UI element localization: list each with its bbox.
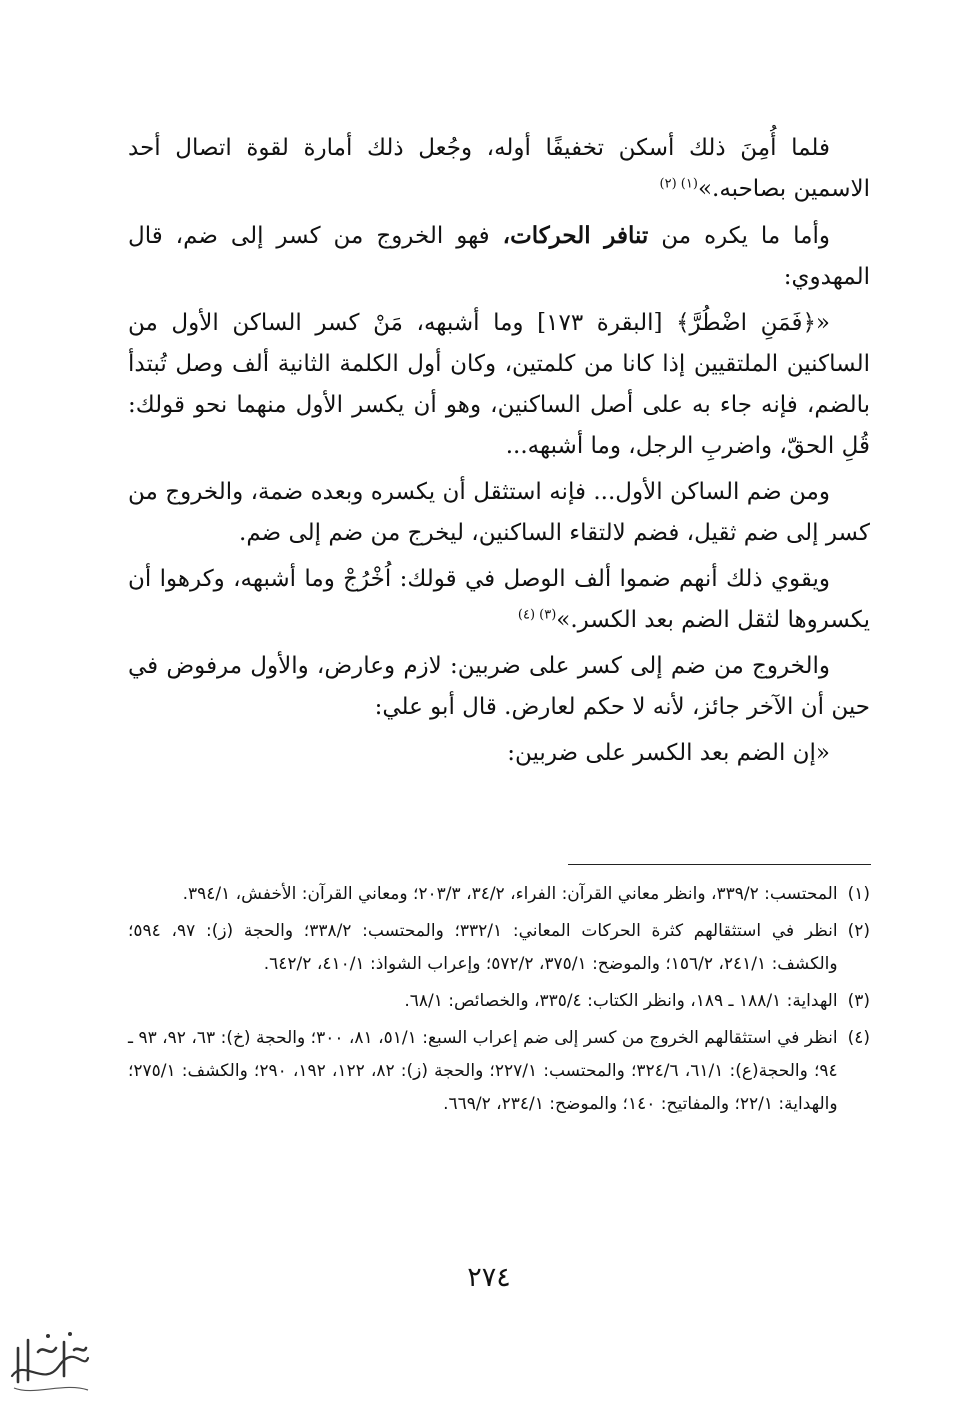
- paragraph: [128, 646, 870, 728]
- paragraph: [128, 303, 870, 467]
- text-run: فلما أُمِنَ ذلك أسكن تخفيفًا أوله، وجُعل ذلك أمارة لقوة اتصال أحد الاسمين بصاحبه.»: [128, 135, 870, 202]
- text-run: فهو الخروج من كسر إلى ضم، قال المهدوي:: [128, 223, 870, 290]
- paragraph: [128, 733, 870, 774]
- bold-term: تنافر الحركات،: [502, 222, 649, 249]
- text-run: ويقوي ذلك أنهم ضموا ألف الوصل في قولك: اُخْرُجْ وما أشبهه، وكرهوا أن يكسروها لثقل الضم بعد الكسر.»: [128, 566, 870, 633]
- footnote-number: (٤): [847, 1028, 870, 1048]
- footnote: [128, 878, 870, 911]
- paragraph: [128, 559, 870, 641]
- footnote-text: انظر في استثقالهم كثرة الحركات المعاني: ٣٣٢/١؛ والمحتسب: ٣٣٨/٢؛ والحجة (ز): ٩٧، ٥٩٤؛ والكشف: ٢٤١/١، ١٥٦/٢؛ والموضح: ٣٧٥/١، ٥٧٢/٢؛ وإعراب الشواذ: ٤١٠/١، ٦٤٢/٢.: [128, 921, 838, 974]
- main-text: [128, 128, 870, 774]
- footnote-number: (١): [847, 884, 870, 904]
- footnote: [128, 915, 870, 981]
- text-run: «إن الضم بعد الكسر على ضربين:: [507, 740, 830, 766]
- paragraph: [128, 128, 870, 210]
- footnote-number: (٣): [847, 991, 870, 1011]
- footnote: [128, 1022, 870, 1121]
- paragraph: [128, 215, 870, 298]
- footnote-text: الهداية: ١٨٨/١ ـ ١٨٩، وانظر الكتاب: ٣٣٥/٤، والخصائص: ٦٨/١.: [404, 991, 838, 1011]
- footnotes-section: [128, 878, 870, 1125]
- footnote-ref: (١) (٢): [659, 176, 698, 192]
- footnote-text: انظر في استثقالهم الخروج من كسر إلى ضم إعراب السبع: ٥١/١، ٨١، ٣٠٠؛ والحجة (خ): ٦٣، ٩٢، ٩٣ ـ ٩٤؛ والحجة(ع): ٦١/١، ٣٢٤/٦؛ والمحتسب: ٢٢٧/١؛ والحجة (ز): ٨٢، ١٢٢، ١٩٢، ٢٩٠؛ والكشف: ٢٧٥/١؛ والهداية: ٢٢/١؛ والمفاتيح: ١٤٠؛ والموضح: ٢٣٤/١، ٦٦٩/٢.: [128, 1028, 838, 1114]
- page-number: ٢٧٤: [467, 1262, 511, 1293]
- footnote-ref: (٣) (٤): [517, 607, 557, 623]
- footnote-text: المحتسب: ٣٣٩/٢، وانظر معاني القرآن: الفراء، ٣٤/٢، ٢٠٣/٣؛ ومعاني القرآن: الأخفش، ٣٩٤/١.: [182, 884, 838, 904]
- text-run: ومن ضم الساكن الأول... فإنه استثقل أن يكسره وبعده ضمة، والخروج من كسر إلى ضم ثقيل، فضم لالتقاء الساكنين، ليخرج من ضم إلى ضم.: [128, 479, 870, 546]
- footnote-separator: [568, 864, 871, 865]
- text-run: وأما ما يكره من: [648, 223, 830, 249]
- paragraph: [128, 472, 870, 554]
- footnote: [128, 985, 870, 1018]
- text-run: «﴿فَمَنِ اضْطُرَّ﴾ [البقرة ١٧٣] وما أشبهه، مَنْ كسر الساكن الأول من الساكنين الملتقيين إذا كانا من كلمتين، وكان أول الكلمة الثانية ألف وصل تُبتدأ بالضم، فإنه جاء به على أصل الساكنين، وهو أن يكسر الأول منهما نحو قولك: قُلِ الحقّ، واضربِ الرجل، وما أشبهه...: [128, 310, 870, 459]
- watermark-stamp-logo: [4, 1318, 94, 1408]
- footnote-number: (٢): [847, 921, 870, 941]
- text-run: والخروج من ضم إلى كسر على ضربين: لازم وعارض، والأول مرفوض في حين أن الآخر جائز، لأنه لا حكم لعارض. قال أبو علي:: [128, 653, 870, 720]
